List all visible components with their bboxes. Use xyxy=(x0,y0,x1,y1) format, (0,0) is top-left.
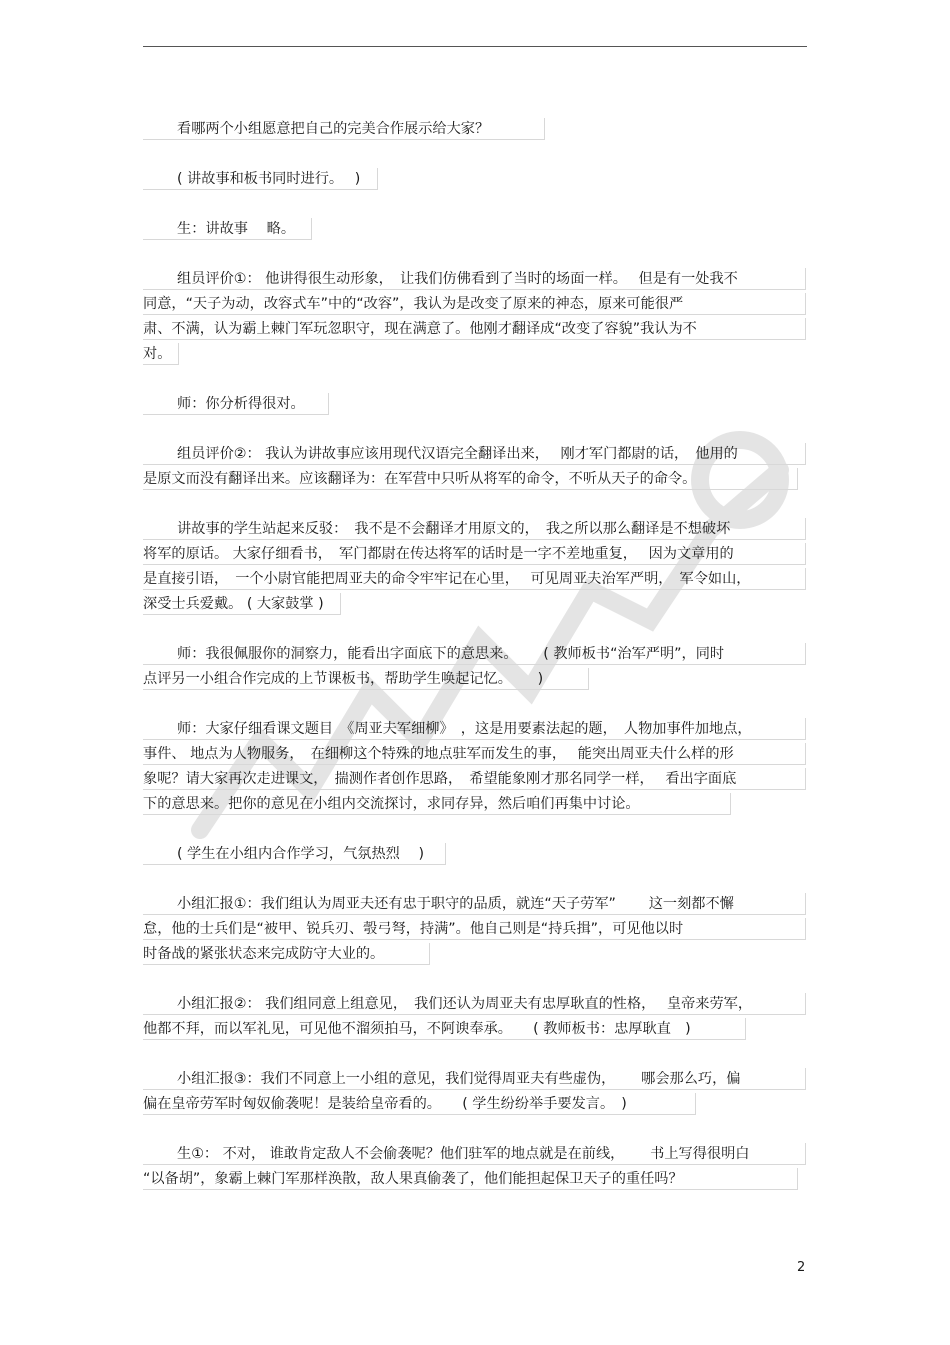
page-number: 2 xyxy=(797,1260,806,1275)
text-line: 是原文而没有翻译出来。应该翻译为：在军营中只听从将军的命令，不听从天子的命令。 xyxy=(143,468,798,490)
text-line: “以备胡”，象霸上棘门军那样涣散，敌人果真偷袭了，他们能担起保卫天子的重任吗？ xyxy=(143,1168,798,1190)
text-line: 深受士兵爱戴。 ( 大家鼓掌 ) xyxy=(143,593,341,615)
text-line: 下的意思来。把你的意见在小组内交流探讨，求同存异，然后咱们再集中讨论。 xyxy=(143,793,731,815)
text-line: 事件、 地点为人物服务， 在细柳这个特殊的地点驻军而发生的事， 能突出周亚夫什么样的形 xyxy=(143,743,806,765)
text-line: 小组汇报①：我们组认为周亚夫还有忠于职守的品质，就连“天子劳军” 这一刻都不懈 xyxy=(143,893,806,915)
text-line: 生：讲故事 略。 xyxy=(143,218,312,240)
text-line: ( 讲故事和板书同时进行。 ) xyxy=(143,168,378,190)
text-line: 看哪两个小组愿意把自己的完美合作展示给大家？ xyxy=(143,118,545,140)
text-line: 时备战的紧张状态来完成防守大业的。 xyxy=(143,943,430,965)
text-line: 将军的原话。 大家仔细看书， 军门都尉在传达将军的话时是一字不差地重复， 因为文章用的 xyxy=(143,543,806,565)
text-line: 象呢？请大家再次走进课文， 揣测作者创作思路， 希望能象刚才那名同学一样， 看出字面底 xyxy=(143,768,806,790)
text-line: 同意，“天子为动，改容式车”中的“改容”，我认为是改变了原来的神态，原来可能很严 xyxy=(143,293,806,315)
text-line: 小组汇报②： 我们组同意上组意见， 我们还认为周亚夫有忠厚耿直的性格， 皇帝来劳军， xyxy=(143,993,806,1015)
text-line: 对。 xyxy=(143,343,179,365)
text-line: 讲故事的学生站起来反驳： 我不是不会翻译才用原文的， 我之所以那么翻译是不想破坏 xyxy=(143,518,806,540)
header-rule xyxy=(143,46,807,47)
text-line: 怠，他的士兵们是“被甲、锐兵刃、彀弓弩，持满”。他自己则是“持兵揖”，可见他以时 xyxy=(143,918,806,940)
text-line: 小组汇报③：我们不同意上一小组的意见，我们觉得周亚夫有些虚伪， 哪会那么巧，偏 xyxy=(143,1068,806,1090)
text-line: ( 学生在小组内合作学习，气氛热烈 ) xyxy=(143,843,446,865)
text-line: 师：你分析得很对。 xyxy=(143,393,329,415)
text-line: 是直接引语， 一个小尉官能把周亚夫的命令牢牢记在心里， 可见周亚夫治军严明， 军令如山， xyxy=(143,568,806,590)
text-line: 肃、不满，认为霸上棘门军玩忽职守，现在满意了。他刚才翻译成“改变了容貌”我认为不 xyxy=(143,318,806,340)
text-line: 生①： 不对， 谁敢肯定敌人不会偷袭呢？他们驻军的地点就是在前线， 书上写得很明白 xyxy=(143,1143,806,1165)
text-line: 组员评价②： 我认为讲故事应该用现代汉语完全翻译出来， 刚才军门都尉的话， 他用的 xyxy=(143,443,806,465)
text-line: 他都不拜，而以军礼见，可见他不溜须拍马，不阿谀奉承。 ( 教师板书：忠厚耿直 ) xyxy=(143,1018,746,1040)
text-line: 点评另一小组合作完成的上节课板书，帮助学生唤起记忆。 ) xyxy=(143,668,589,690)
text-line: 偏在皇帝劳军时匈奴偷袭呢！是装给皇帝看的。 ( 学生纷纷举手要发言。 ) xyxy=(143,1093,696,1115)
text-line: 师：我很佩服你的洞察力，能看出字面底下的意思来。 ( 教师板书“治军严明”，同时 xyxy=(143,643,806,665)
text-line: 师：大家仔细看课文题目 《周亚夫军细柳》 ，这是用要素法起的题， 人物加事件加地点， xyxy=(143,718,806,740)
text-line: 组员评价①： 他讲得很生动形象， 让我们仿佛看到了当时的场面一样。 但是有一处我不 xyxy=(143,268,806,290)
